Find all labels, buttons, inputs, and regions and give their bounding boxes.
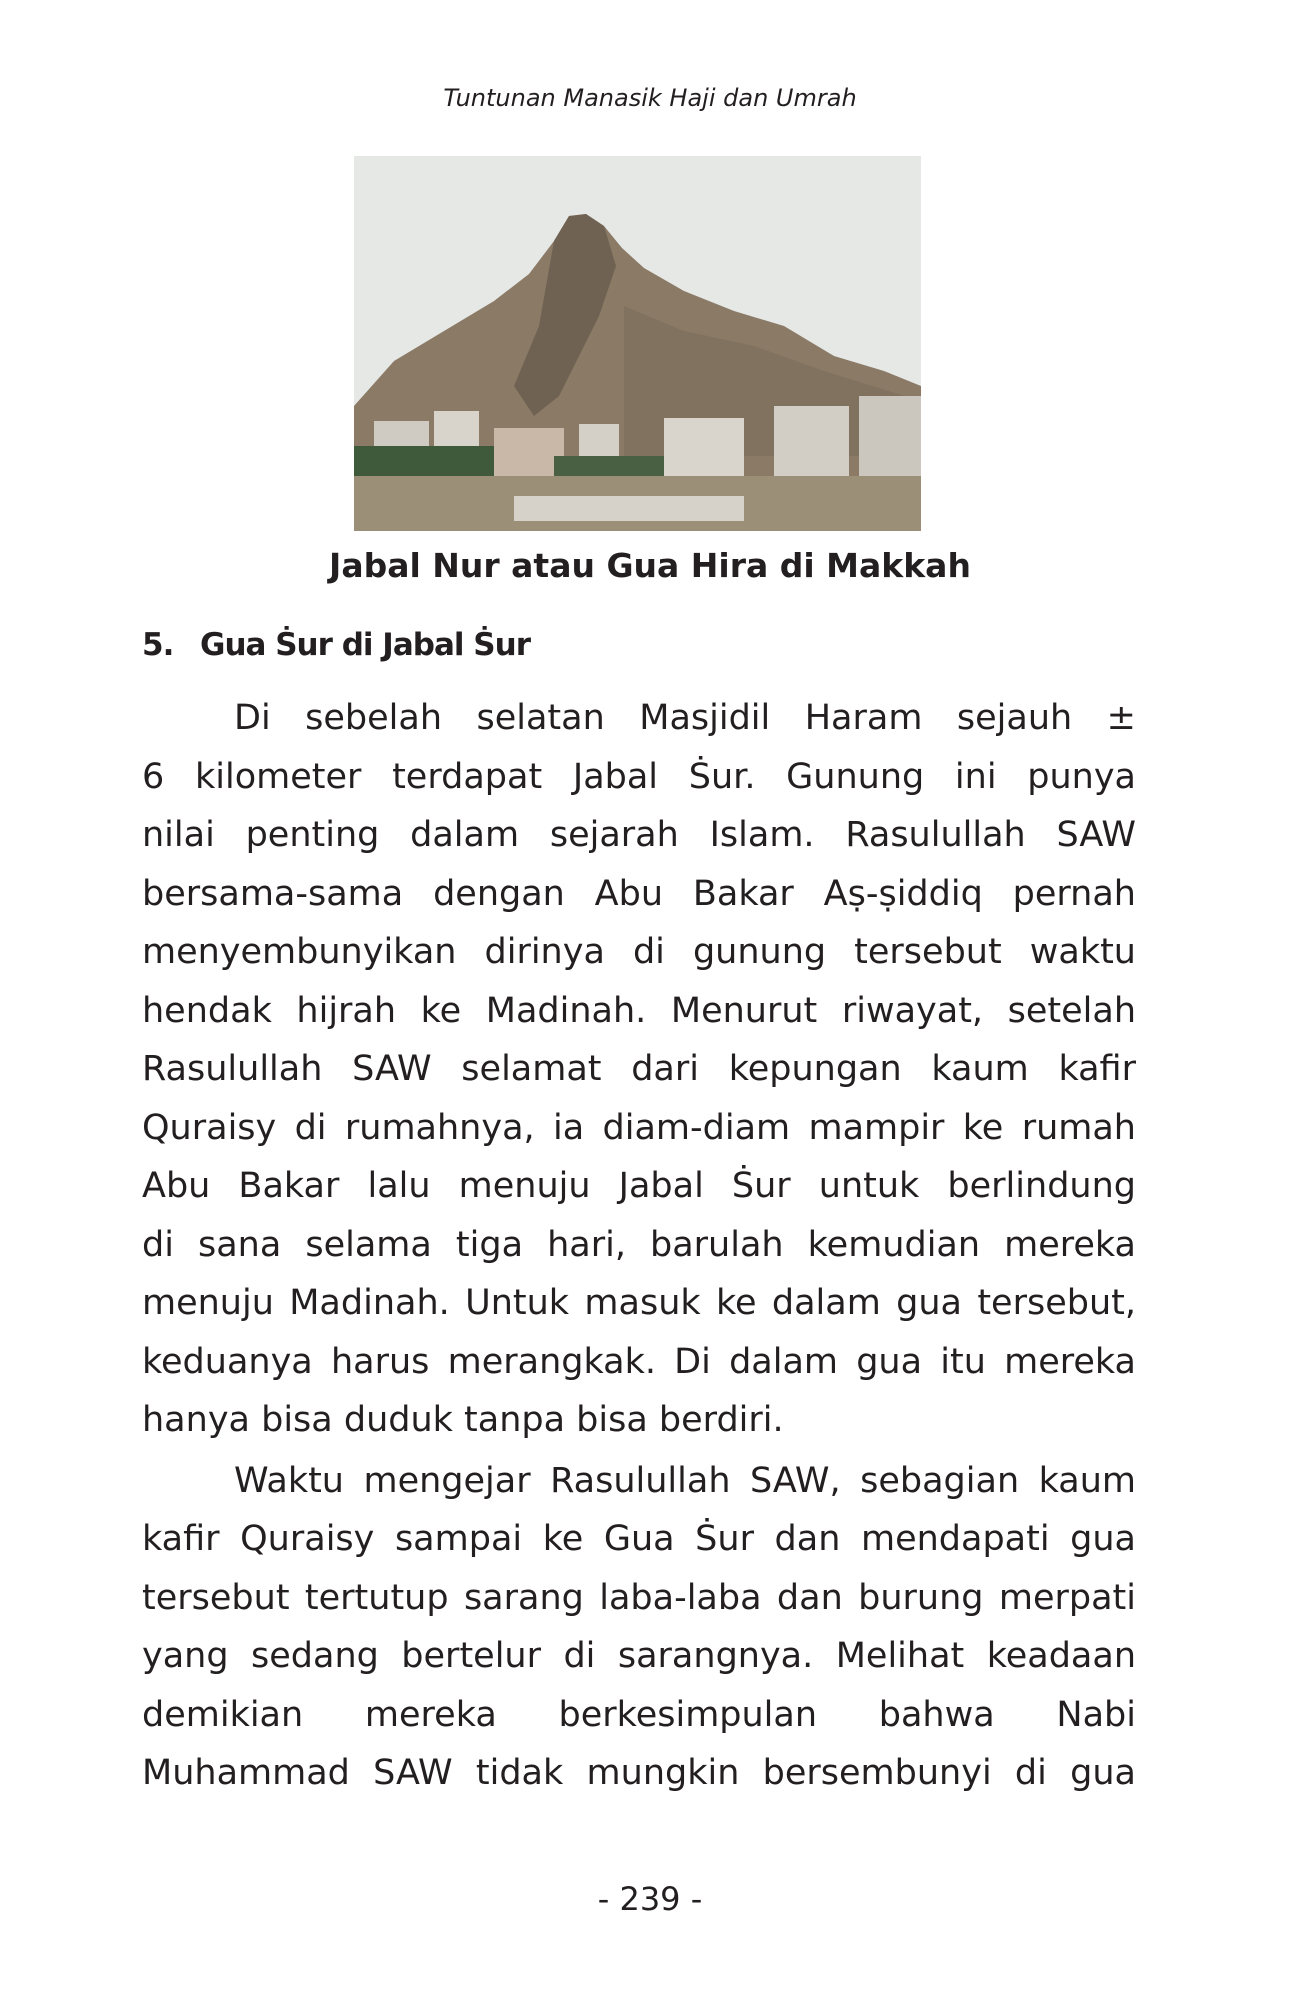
section-title: Gua Ṡur di Jabal Ṡur	[200, 627, 530, 663]
text-line: keduanya harus merangkak. Di dalam gua itu mereka	[142, 1341, 1136, 1382]
jabal-nur-photo	[354, 156, 921, 531]
photo-trees	[354, 446, 494, 481]
text-line: Muhammad SAW tidak mungkin bersembunyi di gua	[142, 1753, 1136, 1793]
text-line: menuju Madinah. Untuk masuk ke dalam gua tersebut,	[142, 1283, 1136, 1323]
text-line: kafir Quraisy sampai ke Gua Ṡur dan mendapati gua	[142, 1519, 1136, 1559]
text-line: Quraisy di rumahnya, ia diam-diam mampir ke rumah	[142, 1107, 1136, 1148]
body-text	[142, 689, 1136, 1803]
text-line: Di sebelah selatan Masjidil Haram sejauh ±	[234, 698, 1136, 738]
figure-caption: Jabal Nur atau Gua Hira di Makkah	[329, 546, 971, 585]
text-line: demikian mereka berkesimpulan bahwa Nabi	[142, 1694, 1136, 1735]
text-line: Rasulullah SAW selamat dari kepungan kaum kafir	[142, 1049, 1136, 1089]
text-line: Waktu mengejar Rasulullah SAW, sebagian kaum	[234, 1460, 1136, 1501]
text-line: tersebut tertutup sarang laba-laba dan burung merpati	[142, 1577, 1136, 1618]
paragraph-1	[142, 689, 1136, 1450]
text-line: bersama-sama dengan Abu Bakar Aṣ-ṣiddiq pernah	[142, 873, 1136, 914]
text-line: hanya bisa duduk tanpa bisa berdiri.	[142, 1400, 784, 1440]
text-line: menyembunyikan dirinya di gunung tersebut waktu	[142, 932, 1136, 972]
photo-building	[664, 418, 744, 476]
photo-building	[494, 428, 564, 478]
section-number: 5.	[142, 627, 174, 663]
text-line: 6 kilometer terdapat Jabal Ṡur. Gunung ini punya	[142, 756, 1136, 797]
text-line: yang sedang bertelur di sarangnya. Melihat keadaan	[142, 1636, 1136, 1676]
photo-building	[859, 396, 921, 476]
running-header: Tuntunan Manasik Haji dan Umrah	[443, 84, 857, 112]
text-line: Abu Bakar lalu menuju Jabal Ṡur untuk berlindung	[142, 1166, 1136, 1206]
text-line: nilai penting dalam sejarah Islam. Rasulullah SAW	[142, 815, 1136, 855]
paragraph-2	[142, 1452, 1136, 1803]
section-heading	[142, 627, 530, 663]
text-line: hendak hijrah ke Madinah. Menurut riwayat, setelah	[142, 990, 1136, 1031]
text-line: di sana selama tiga hari, barulah kemudian mereka	[142, 1224, 1136, 1265]
photo-wall	[514, 496, 744, 521]
page-number: - 239 -	[597, 1880, 703, 1918]
photo-building	[774, 406, 849, 476]
